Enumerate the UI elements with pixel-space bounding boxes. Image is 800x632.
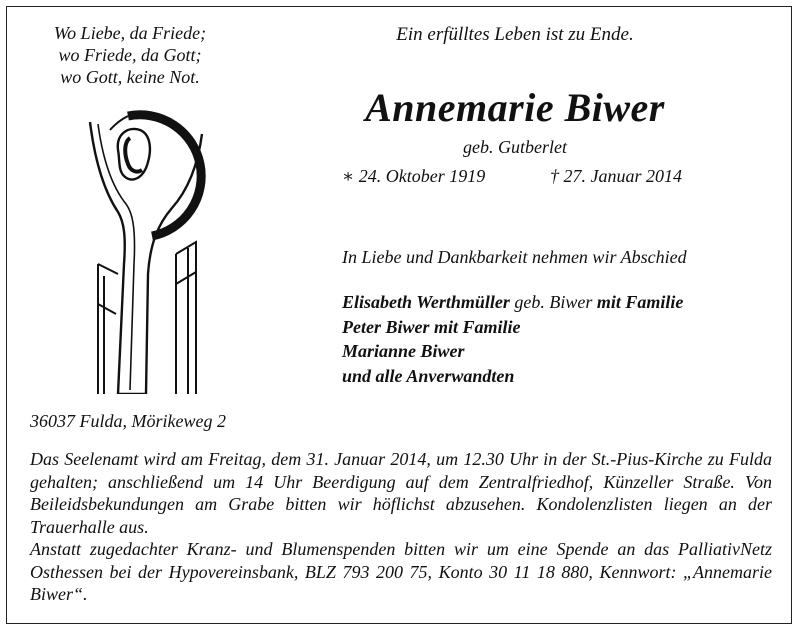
family-row <box>342 290 683 315</box>
motto-line-2: wo Friede, da Gott; <box>58 45 202 65</box>
farewell-line: In Liebe und Dankbarkeit nehmen wir Abschied <box>342 247 687 267</box>
family-row: und alle Anverwandten <box>342 365 515 386</box>
motto <box>30 22 230 88</box>
notice-paragraph: Das Seelenamt wird am Freitag, dem 31. Januar 2014, um 12.30 Uhr in der St.-Pius-Kirche zu Fulda gehalten; anschließend um 14 Uhr Beerdigung auf dem Zentralfriedhof, Künzeller Straße. Von Beileidsbekundungen am Grabe bitten wir höflichst abzusehen. Kondolenzlisten liegen an der Trauerhalle aus. <box>30 449 772 537</box>
motto-line-1: Wo Liebe, da Friede; <box>53 23 207 43</box>
notice-paragraph: Anstatt zugedachter Kranz- und Blumenspenden bitten wir um eine Spende an das PalliativNetz Osthessen bei der Hypovereinsbank, BLZ 793 200 75, Konto 30 11 18 880, Kennwort: „Annemarie Biwer“. <box>30 539 772 604</box>
family-row: Peter Biwer mit Familie <box>342 316 521 337</box>
address: 36037 Fulda, Mörikeweg 2 <box>30 411 226 431</box>
birth-name: geb. Gutberlet <box>463 137 567 157</box>
family-member-name: Elisabeth Werthmüller <box>342 292 510 312</box>
motto-line-3: wo Gott, keine Not. <box>60 67 200 87</box>
family-list <box>342 290 683 388</box>
risen-christ-emblem-icon <box>88 104 220 394</box>
death-date: † 27. Januar 2014 <box>550 166 682 186</box>
deceased-name: Annemarie Biwer <box>365 85 665 130</box>
family-member-note: geb. Biwer <box>509 292 597 312</box>
tagline: Ein erfülltes Leben ist zu Ende. <box>396 24 634 45</box>
funeral-notice <box>30 448 772 606</box>
birth-date: ∗ 24. Oktober 1919 <box>342 166 486 186</box>
family-member-suffix: mit Familie <box>596 292 684 312</box>
family-row: Marianne Biwer <box>342 341 465 361</box>
